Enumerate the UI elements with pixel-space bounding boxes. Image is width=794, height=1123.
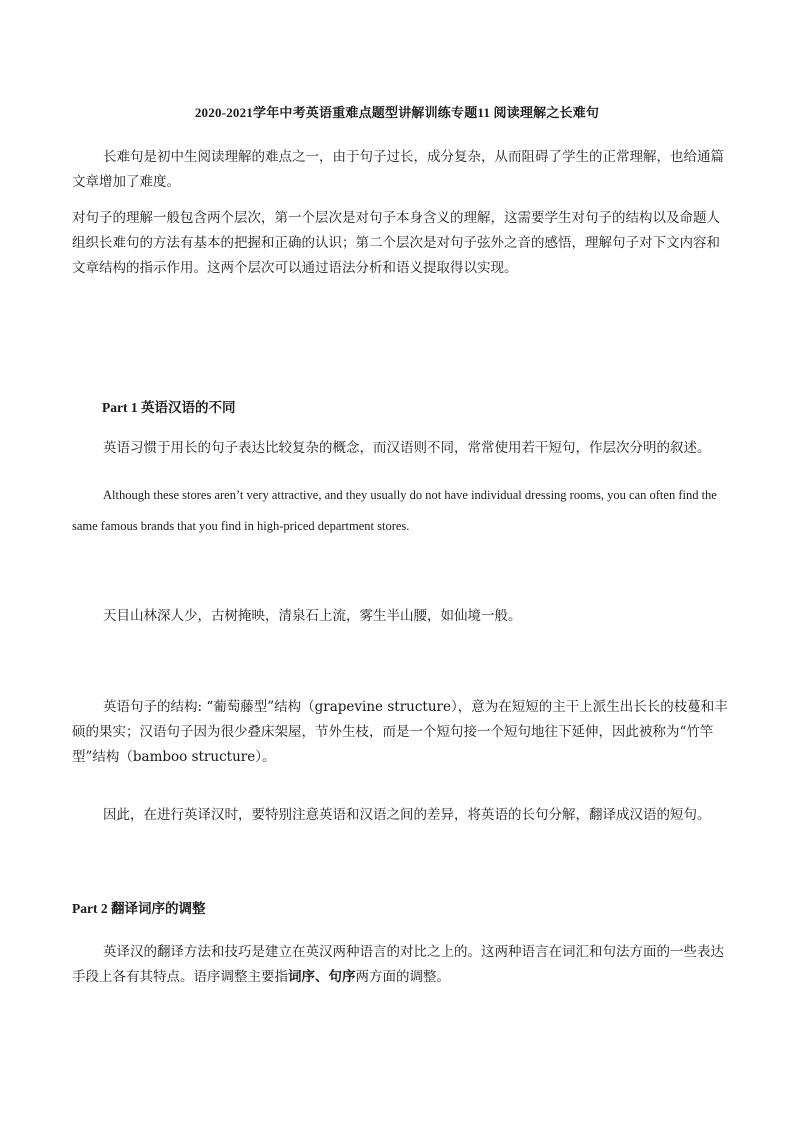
part2-text-a: 英译汉的翻译方法和技巧是建立在英汉两种语言的对比之上的。这两种语言在词汇和句法方面的一些表达手段上各有其特点。语序调整主要指 [72,944,724,985]
part2-text-c: 两方面的调整。 [355,969,450,985]
intro-paragraph-2: 对句子的理解一般包含两个层次，第一个层次是对句子本身含义的理解，这需要学生对句子的结构以及命题人组织长难句的方法有基本的把握和正确的认识；第二个层次是对句子弦外之音的感悟，理解句子对下文内容和文章结构的指示作用。这两个层次可以通过语法分析和语义提取得以实现。 [72,210,720,276]
part1-paragraph-1: 英语习惯于用长的句子表达比较复杂的概念，而汉语则不同，常常使用若干短句，作层次分明的叙述。 [103,440,711,456]
part2-paragraph-1 [72,940,732,990]
document-title: 2020-2021学年中考英语重难点题型讲解训练专题11 阅读理解之长难句 [194,105,600,120]
part1-heading: Part 1 英语汉语的不同 [102,400,236,415]
part1-english-example: Although these stores aren’t very attractive, and they usually do not have individual dressing rooms, you can often find the same famous brands that you find in high-priced department stores. [72,488,717,533]
part1-chinese-example: 天目山林深人少，古树掩映，清泉石上流，雾生半山腰，如仙境一般。 [103,608,522,624]
part2-heading: Part 2 翻译词序的调整 [72,901,206,916]
part2-text-bold: 词序、句序 [288,969,356,985]
part1-paragraph-3: 因此，在进行英译汉时，要特别注意英语和汉语之间的差异，将英语的长句分解，翻译成汉语的短句。 [103,807,711,823]
intro-paragraph-1: 长难句是初中生阅读理解的难点之一，由于句子过长，成分复杂，从而阻碍了学生的正常理解，也给通篇文章增加了难度。 [72,149,724,190]
part1-paragraph-2: 英语句子的结构: “葡萄藤型”结构（grapevine structure），意为在短短的主干上派生出长长的枝蔓和丰硕的果实；汉语句子因为很少叠床架屋，节外生枝，而是一个短句接一个短句地往下延伸，因此被称为“竹竿型”结构（bamboo structure）。 [72,699,728,765]
